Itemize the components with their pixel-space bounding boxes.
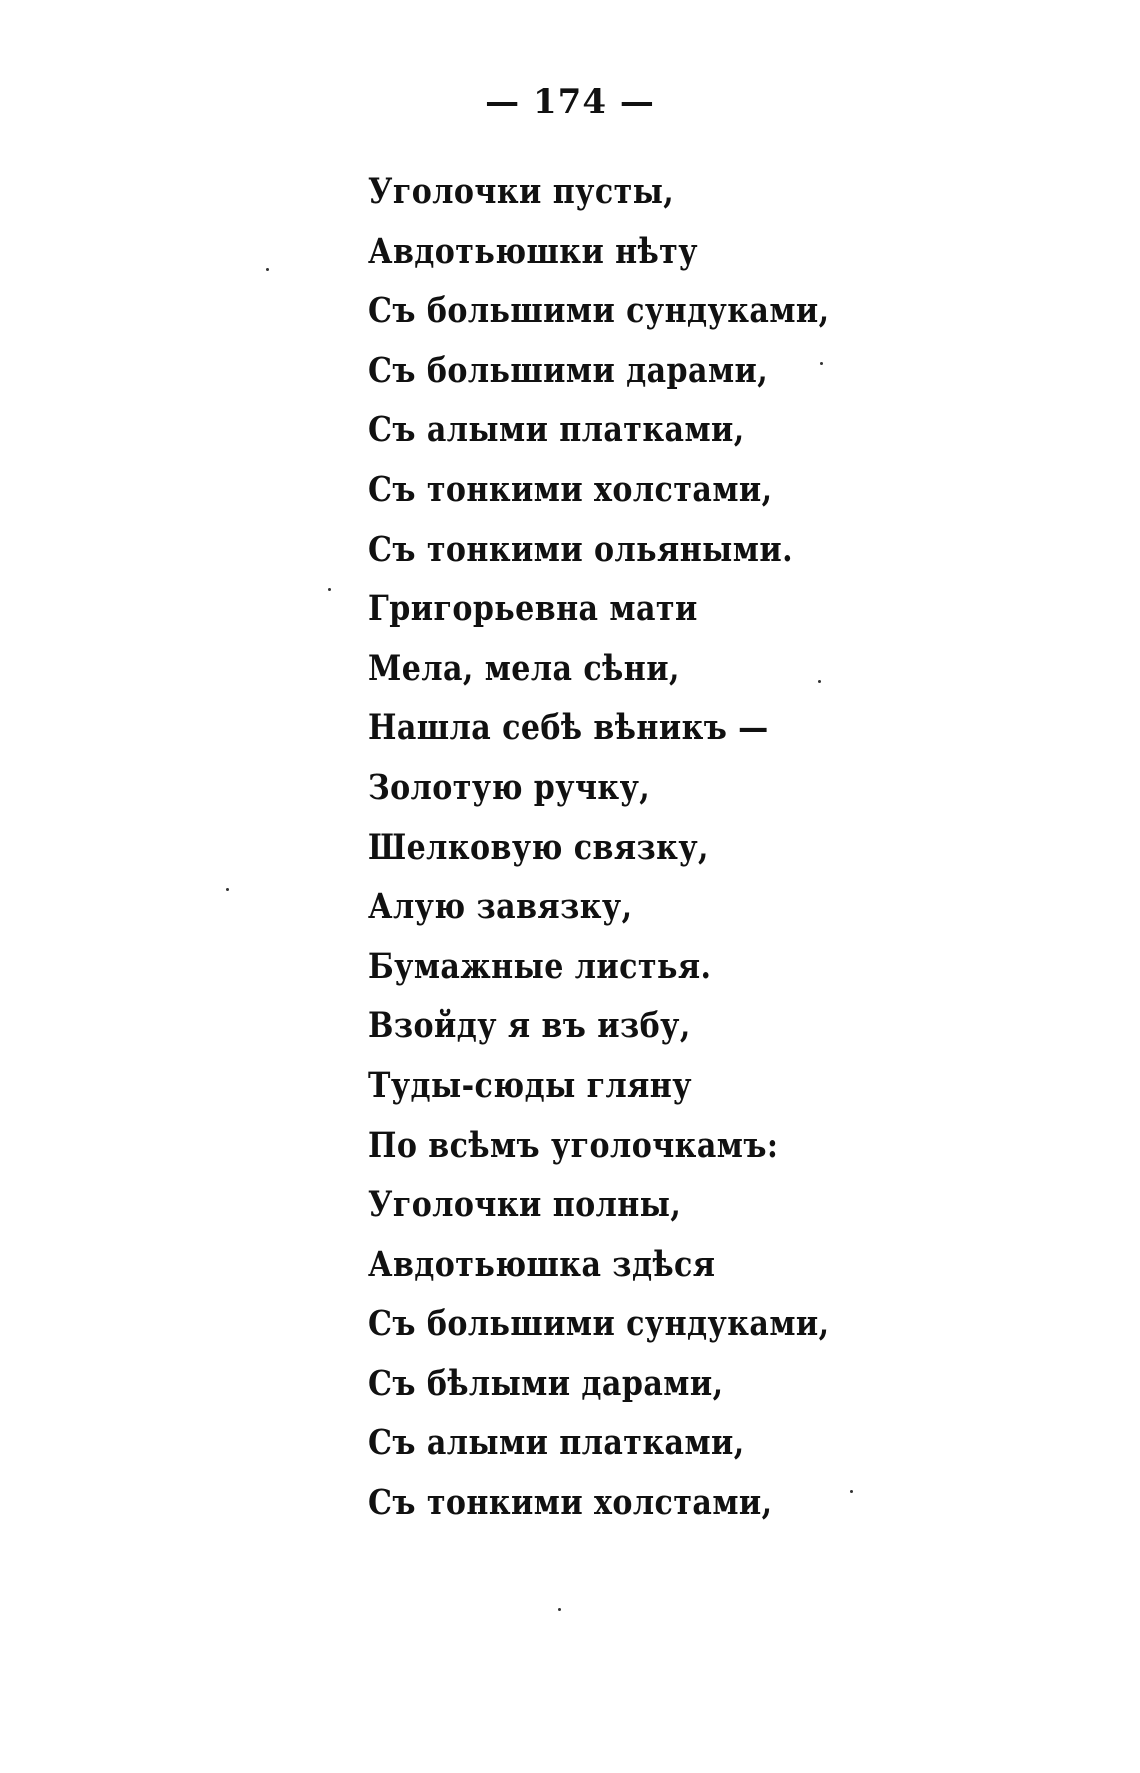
- poem-line: Авдотьюшка здѣся: [368, 1243, 716, 1285]
- poem-line: Съ тонкими ольяными.: [368, 528, 794, 570]
- poem-line: Съ большими сундуками,: [368, 290, 830, 332]
- scan-speck: [820, 362, 823, 365]
- poem-line: Шелковую связку,: [368, 826, 709, 868]
- scan-speck: [226, 888, 229, 891]
- poem-line: Туды-сюды гляну: [368, 1064, 692, 1106]
- scan-speck: [818, 680, 821, 683]
- poem-line: Съ алыми платками,: [368, 409, 745, 451]
- scan-speck: [558, 1608, 561, 1611]
- poem-line: Григорьевна мати: [368, 588, 698, 630]
- scan-speck: [850, 1490, 853, 1493]
- poem-line: По всѣмъ уголочкамъ:: [368, 1124, 779, 1166]
- poem-line: Съ алыми платками,: [368, 1422, 745, 1464]
- scan-speck: [328, 588, 331, 591]
- scan-speck: [266, 268, 269, 271]
- poem-line: Мела, мела сѣни,: [368, 647, 680, 689]
- poem-line: Съ бѣлыми дарами,: [368, 1362, 724, 1404]
- page-number: — 174 —: [485, 82, 655, 122]
- poem-line: Авдотьюшки нѣту: [368, 230, 698, 272]
- poem-line: Съ большими сундуками,: [368, 1303, 830, 1345]
- poem-line: Съ тонкими холстами,: [368, 468, 773, 510]
- poem-line: Взойду я въ избу,: [368, 1005, 691, 1047]
- poem-line: Золотую ручку,: [368, 766, 651, 808]
- poem-line: Съ тонкими холстами,: [368, 1482, 773, 1524]
- poem-line: Уголочки пусты,: [368, 171, 675, 212]
- poem-line: Уголочки полны,: [368, 1184, 682, 1226]
- poem-line: Нашла себѣ вѣникъ —: [368, 707, 769, 749]
- poem-line: Съ большими дарами,: [368, 349, 769, 391]
- poem-line: Алую завязку,: [368, 886, 633, 928]
- poem-line: Бумажные листья.: [368, 945, 712, 987]
- poem-text: [368, 162, 1068, 1533]
